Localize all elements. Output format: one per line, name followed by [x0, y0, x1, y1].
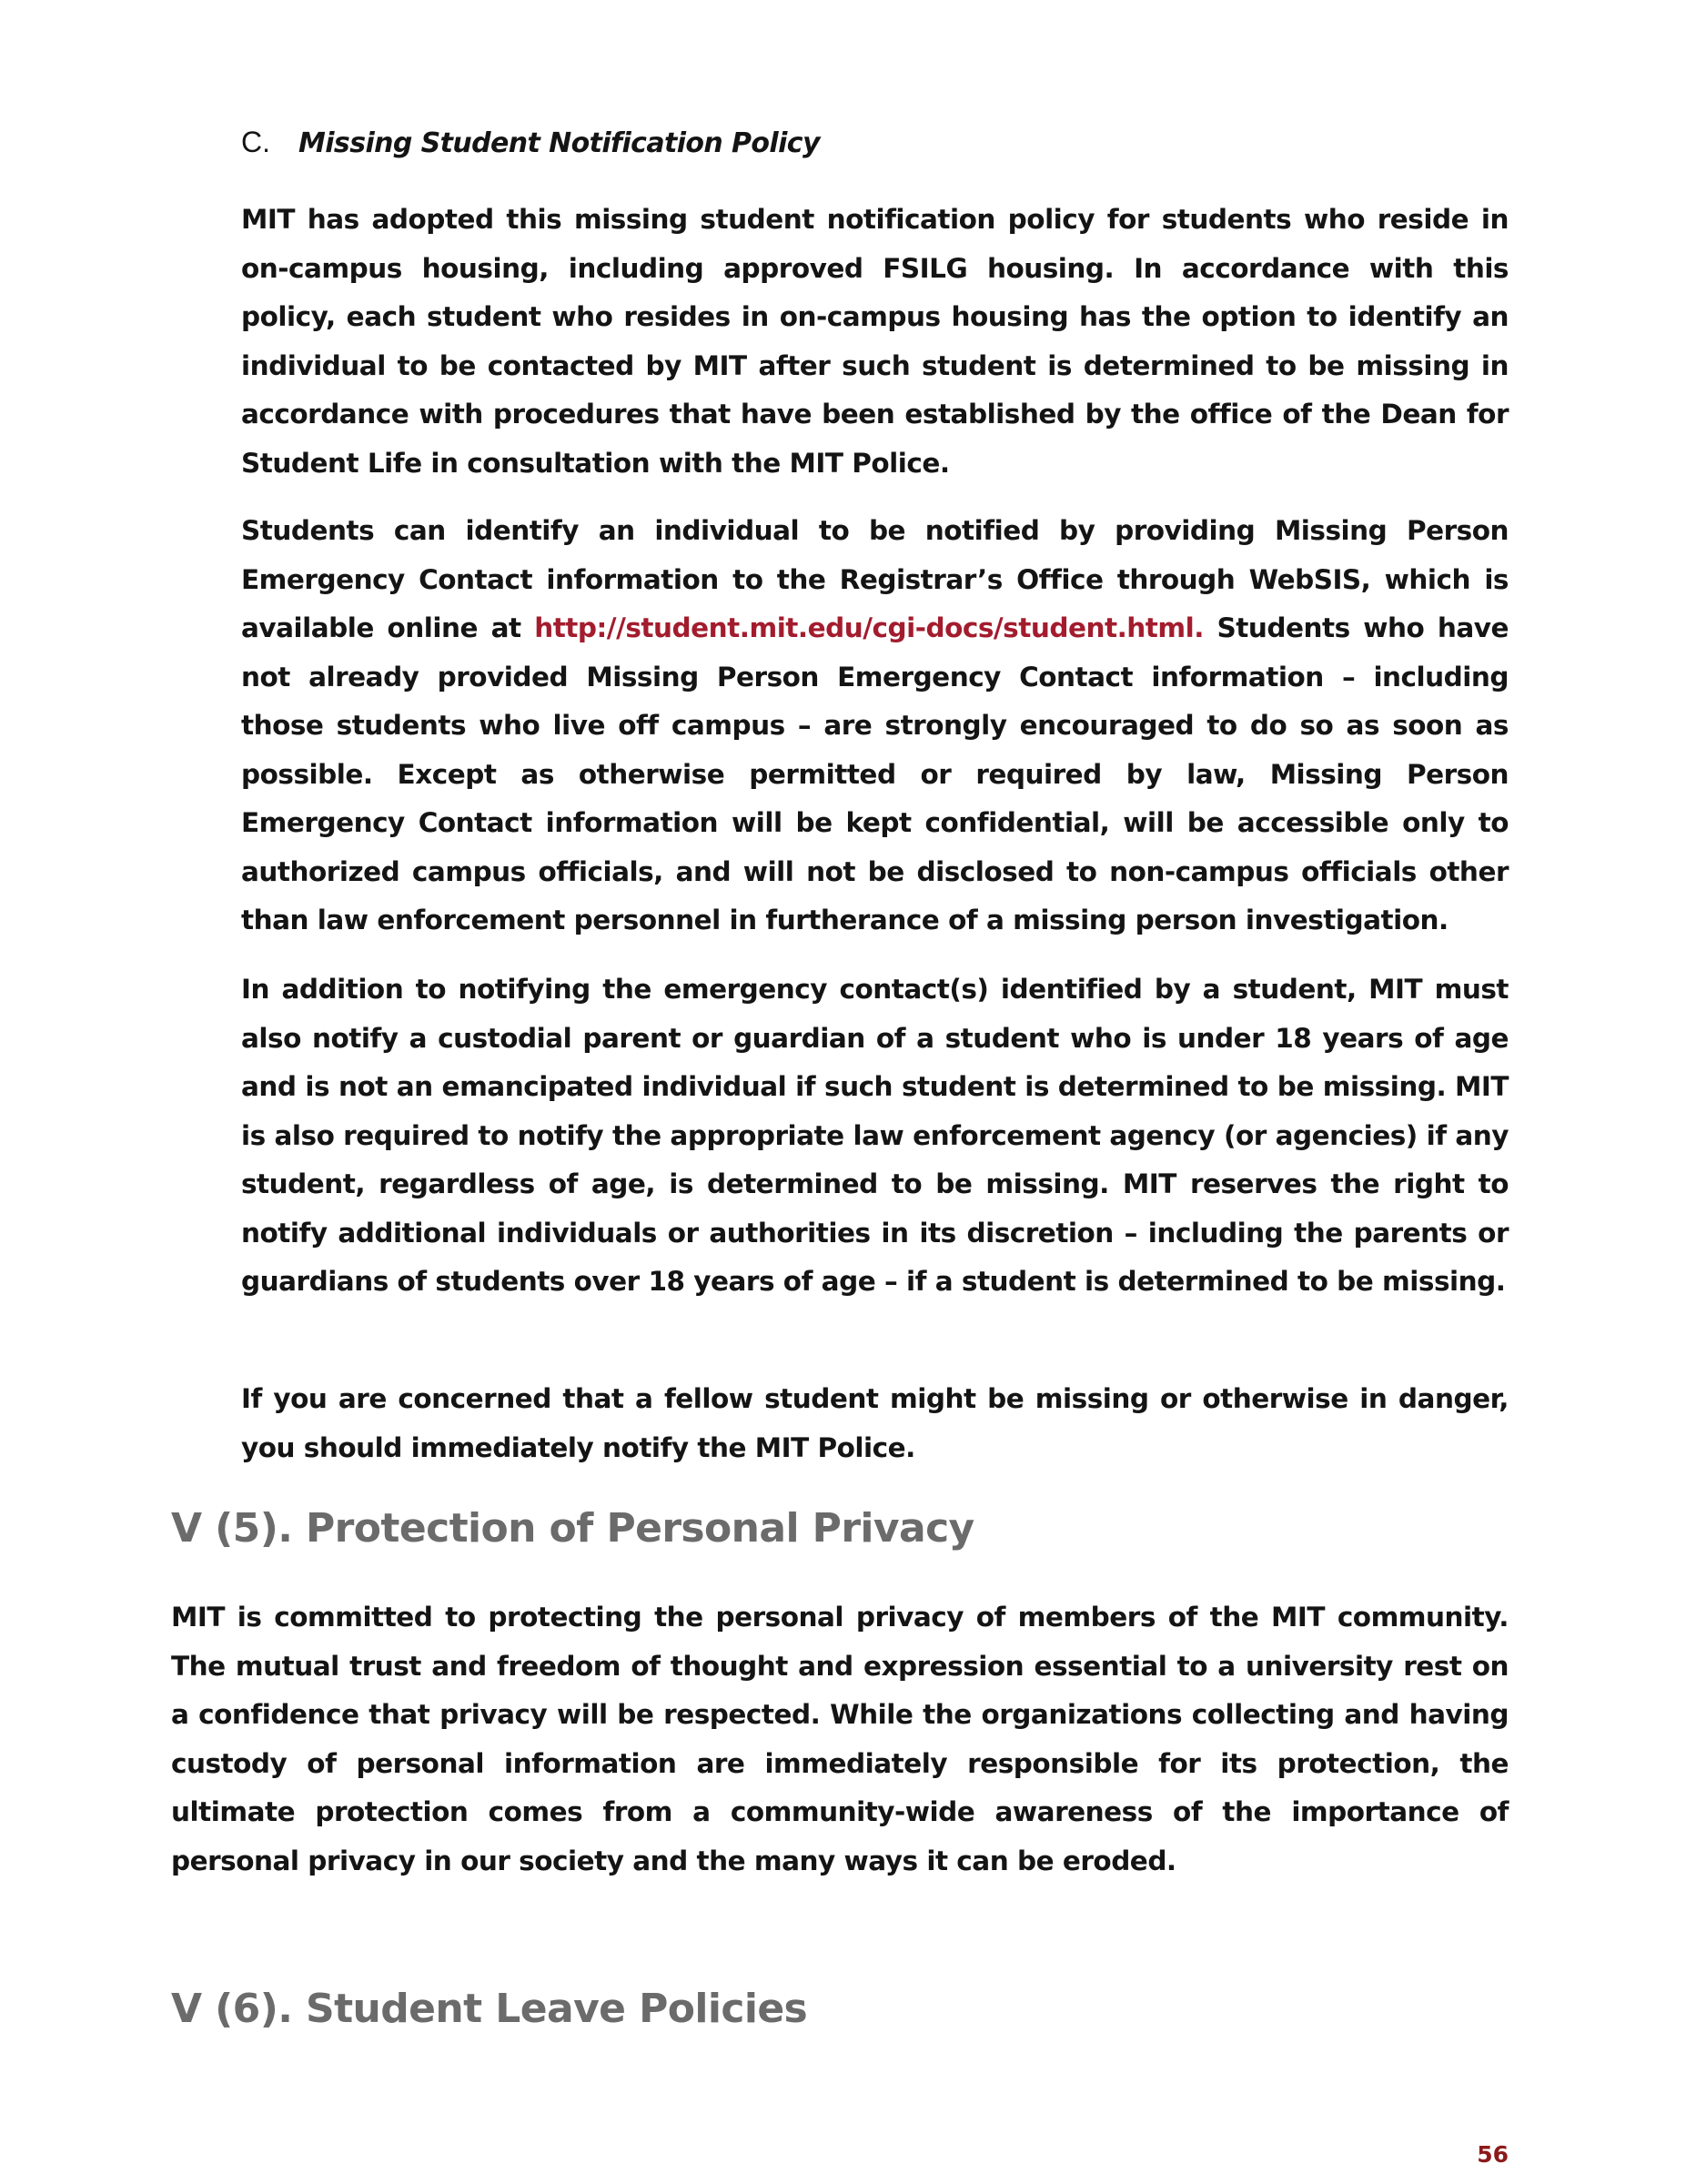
- paragraph-guardian-notification: In addition to notifying the emergency contact(s) identified by a student, MIT must also notify a custodial parent or guardian of a student who is under 18 years of age and is not an emancipated individual if such student is determined to be missing. MIT is also required to notify the appropriate law enforcement agency (or agencies) if any student, regardless of age, is determined to be missing. MIT reserves the right to notify additional individuals or authorities in its discretion – including the parents or guardians of students over 18 years of age – if a student is determined to be missing.: [241, 974, 1509, 1297]
- paragraph-concern-notify: If you are concerned that a fellow student might be missing or otherwise in danger, you should immediately notify the MIT Police.: [241, 1383, 1509, 1463]
- section-heading-student-leave: V (6). Student Leave Policies: [171, 1986, 808, 2032]
- subsection-letter: C.: [241, 126, 270, 158]
- paragraph-policy-adoption: MIT has adopted this missing student notification policy for students who reside in on-campus housing, including approved FSILG housing. In accordance with this policy, each student who resides in on-campus housing has the option to identify an individual to be contacted by MIT after such student is determined to be missing in accordance with procedures that have been established by the office of the Dean for Student Life in consultation with the MIT Police.: [241, 204, 1509, 479]
- subsection-heading: [241, 126, 820, 167]
- subsection-title: Missing Student Notification Policy: [298, 127, 820, 159]
- paragraph-personal-privacy: MIT is committed to protecting the personal privacy of members of the MIT community. The mutual trust and freedom of thought and expression essential to a university rest on a confidence that privacy will be respected. While the organizations collecting and having custody of personal information are immediately responsible for its protection, the ultimate protection comes from a community-wide awareness of the importance of personal privacy in our society and the many ways it can be eroded.: [171, 1602, 1509, 1876]
- websis-link[interactable]: http://student.mit.edu/cgi-docs/student.html.: [534, 612, 1204, 643]
- paragraph-emergency-contact-text-after: Students who have not already provided Missing Person Emergency Contact information – including those students who live off campus – are strongly encouraged to do so as soon as possible. Except as otherwise permitted or required by law, Missing Person Emergency Contact information will be kept confidential, will be accessible only to authorized campus officials, and will not be disclosed to non-campus officials other than law enforcement personnel in furtherance of a missing person investigation.: [241, 612, 1509, 935]
- section-heading-personal-privacy: V (5). Protection of Personal Privacy: [171, 1505, 974, 1552]
- paragraph-emergency-contact-text-before: Students can identify an individual to be notified by providing Missing Person Emergency Contact information to the Registrar’s Office through WebSIS, which is available online at: [241, 515, 1509, 643]
- page-number: 56: [1477, 2141, 1509, 2168]
- paragraph-emergency-contact: [241, 507, 1509, 945]
